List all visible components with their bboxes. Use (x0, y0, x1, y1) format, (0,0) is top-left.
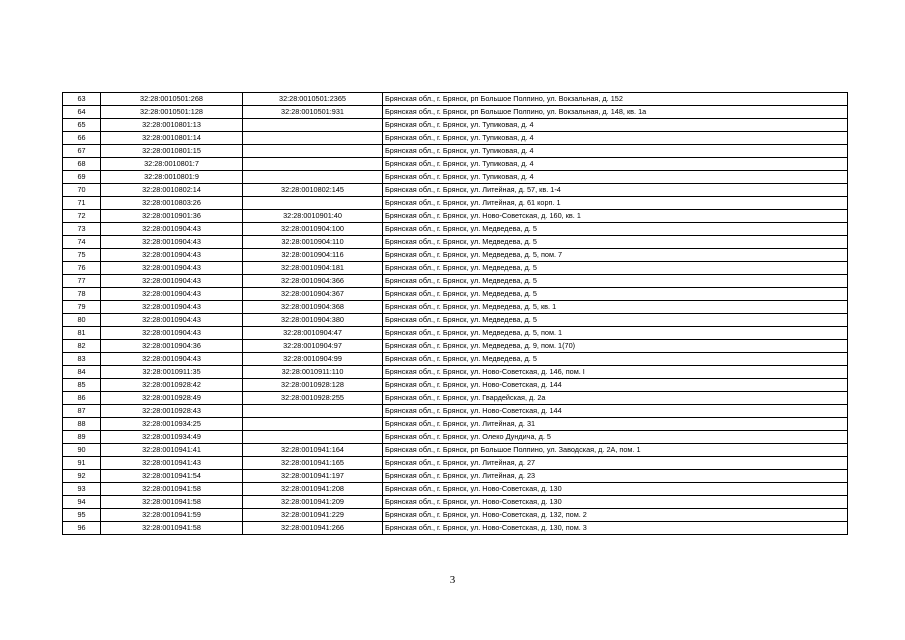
table-row (63, 340, 848, 353)
parcel-cadastral-cell: 32:28:0010904:43 (101, 249, 243, 262)
address-cell: Брянская обл., г. Брянск, ул. Тупиковая, д. 4 (383, 158, 848, 171)
object-cadastral-cell (243, 418, 383, 431)
object-cadastral-cell: 32:28:0010928:255 (243, 392, 383, 405)
address-cell: Брянская обл., г. Брянск, рп Большое Полпино, ул. Вокзальная, д. 148, кв. 1а (383, 106, 848, 119)
parcel-cadastral-cell: 32:28:0010941:58 (101, 522, 243, 535)
address-cell: Брянская обл., г. Брянск, ул. Медведева, д. 5 (383, 288, 848, 301)
table-row (63, 93, 848, 106)
address-cell: Брянская обл., г. Брянск, ул. Медведева, д. 5 (383, 275, 848, 288)
address-cell: Брянская обл., г. Брянск, ул. Ново-Советская, д. 130 (383, 483, 848, 496)
table-row (63, 249, 848, 262)
parcel-cadastral-cell: 32:28:0010501:268 (101, 93, 243, 106)
row-number-cell: 66 (63, 132, 101, 145)
table-row (63, 444, 848, 457)
address-cell: Брянская обл., г. Брянск, ул. Олеко Дундича, д. 5 (383, 431, 848, 444)
row-number-cell: 87 (63, 405, 101, 418)
row-number-cell: 80 (63, 314, 101, 327)
row-number-cell: 72 (63, 210, 101, 223)
table-row (63, 496, 848, 509)
parcel-cadastral-cell: 32:28:0010904:43 (101, 223, 243, 236)
row-number-cell: 73 (63, 223, 101, 236)
parcel-cadastral-cell: 32:28:0010904:43 (101, 327, 243, 340)
parcel-cadastral-cell: 32:28:0010941:58 (101, 483, 243, 496)
address-cell: Брянская обл., г. Брянск, ул. Тупиковая, д. 4 (383, 145, 848, 158)
object-cadastral-cell: 32:28:0010501:931 (243, 106, 383, 119)
table-row (63, 158, 848, 171)
parcel-cadastral-cell: 32:28:0010941:41 (101, 444, 243, 457)
object-cadastral-cell: 32:28:0010941:197 (243, 470, 383, 483)
object-cadastral-cell (243, 158, 383, 171)
object-cadastral-cell: 32:28:0010941:229 (243, 509, 383, 522)
address-cell: Брянская обл., г. Брянск, ул. Литейная, д. 27 (383, 457, 848, 470)
address-cell: Брянская обл., г. Брянск, ул. Медведева, д. 5, пом. 7 (383, 249, 848, 262)
address-cell: Брянская обл., г. Брянск, ул. Литейная, д. 57, кв. 1-4 (383, 184, 848, 197)
table-row (63, 314, 848, 327)
row-number-cell: 95 (63, 509, 101, 522)
table-row (63, 327, 848, 340)
row-number-cell: 85 (63, 379, 101, 392)
object-cadastral-cell: 32:28:0010904:99 (243, 353, 383, 366)
address-cell: Брянская обл., г. Брянск, ул. Ново-Советская, д. 130, пом. 3 (383, 522, 848, 535)
row-number-cell: 88 (63, 418, 101, 431)
object-cadastral-cell: 32:28:0010941:164 (243, 444, 383, 457)
object-cadastral-cell: 32:28:0010904:47 (243, 327, 383, 340)
row-number-cell: 81 (63, 327, 101, 340)
table-row (63, 210, 848, 223)
address-cell: Брянская обл., г. Брянск, ул. Медведева, д. 5 (383, 353, 848, 366)
parcel-cadastral-cell: 32:28:0010901:36 (101, 210, 243, 223)
table-row (63, 522, 848, 535)
row-number-cell: 86 (63, 392, 101, 405)
row-number-cell: 69 (63, 171, 101, 184)
parcel-cadastral-cell: 32:28:0010928:42 (101, 379, 243, 392)
object-cadastral-cell: 32:28:0010901:40 (243, 210, 383, 223)
address-cell: Брянская обл., г. Брянск, ул. Литейная, д. 31 (383, 418, 848, 431)
parcel-cadastral-cell: 32:28:0010801:14 (101, 132, 243, 145)
row-number-cell: 63 (63, 93, 101, 106)
parcel-cadastral-cell: 32:28:0010911:35 (101, 366, 243, 379)
row-number-cell: 77 (63, 275, 101, 288)
row-number-cell: 67 (63, 145, 101, 158)
address-cell: Брянская обл., г. Брянск, ул. Ново-Советская, д. 160, кв. 1 (383, 210, 848, 223)
address-cell: Брянская обл., г. Брянск, ул. Медведева, д. 5 (383, 223, 848, 236)
object-cadastral-cell (243, 431, 383, 444)
object-cadastral-cell (243, 405, 383, 418)
address-cell: Брянская обл., г. Брянск, ул. Ново-Советская, д. 144 (383, 379, 848, 392)
parcel-cadastral-cell: 32:28:0010904:43 (101, 314, 243, 327)
table-row (63, 418, 848, 431)
object-cadastral-cell (243, 171, 383, 184)
address-cell: Брянская обл., г. Брянск, ул. Медведева, д. 5, пом. 1 (383, 327, 848, 340)
row-number-cell: 84 (63, 366, 101, 379)
object-cadastral-cell: 32:28:0010904:100 (243, 223, 383, 236)
table-row (63, 223, 848, 236)
table-row (63, 457, 848, 470)
row-number-cell: 96 (63, 522, 101, 535)
table-row (63, 106, 848, 119)
address-cell: Брянская обл., г. Брянск, ул. Медведева, д. 5 (383, 236, 848, 249)
table-row (63, 262, 848, 275)
row-number-cell: 71 (63, 197, 101, 210)
object-cadastral-cell (243, 197, 383, 210)
address-cell: Брянская обл., г. Брянск, ул. Ново-Советская, д. 130 (383, 496, 848, 509)
address-cell: Брянская обл., г. Брянск, ул. Медведева, д. 5 (383, 262, 848, 275)
table-row (63, 379, 848, 392)
parcel-cadastral-cell: 32:28:0010941:43 (101, 457, 243, 470)
address-cell: Брянская обл., г. Брянск, рп Большое Полпино, ул. Заводская, д. 2А, пом. 1 (383, 444, 848, 457)
object-cadastral-cell: 32:28:0010904:380 (243, 314, 383, 327)
object-cadastral-cell: 32:28:0010941:208 (243, 483, 383, 496)
row-number-cell: 93 (63, 483, 101, 496)
address-cell: Брянская обл., г. Брянск, ул. Гвардейская, д. 2а (383, 392, 848, 405)
table-row (63, 353, 848, 366)
parcel-cadastral-cell: 32:28:0010904:43 (101, 236, 243, 249)
row-number-cell: 79 (63, 301, 101, 314)
address-cell: Брянская обл., г. Брянск, ул. Медведева, д. 5, кв. 1 (383, 301, 848, 314)
row-number-cell: 91 (63, 457, 101, 470)
address-cell: Брянская обл., г. Брянск, ул. Ново-Советская, д. 144 (383, 405, 848, 418)
object-cadastral-cell: 32:28:0010941:165 (243, 457, 383, 470)
table-row (63, 301, 848, 314)
row-number-cell: 74 (63, 236, 101, 249)
table-row (63, 119, 848, 132)
parcel-cadastral-cell: 32:28:0010928:43 (101, 405, 243, 418)
parcel-cadastral-cell: 32:28:0010904:43 (101, 353, 243, 366)
address-cell: Брянская обл., г. Брянск, ул. Тупиковая, д. 4 (383, 132, 848, 145)
object-cadastral-cell: 32:28:0010904:368 (243, 301, 383, 314)
row-number-cell: 90 (63, 444, 101, 457)
parcel-table (62, 92, 848, 535)
table-row (63, 366, 848, 379)
row-number-cell: 92 (63, 470, 101, 483)
row-number-cell: 75 (63, 249, 101, 262)
object-cadastral-cell: 32:28:0010904:110 (243, 236, 383, 249)
page-number: 3 (449, 574, 456, 586)
object-cadastral-cell: 32:28:0010904:97 (243, 340, 383, 353)
parcel-cadastral-cell: 32:28:0010803:26 (101, 197, 243, 210)
address-cell: Брянская обл., г. Брянск, ул. Ново-Советская, д. 132, пом. 2 (383, 509, 848, 522)
table-row (63, 184, 848, 197)
row-number-cell: 76 (63, 262, 101, 275)
table-row (63, 145, 848, 158)
table-body (63, 93, 848, 535)
object-cadastral-cell: 32:28:0010941:266 (243, 522, 383, 535)
address-cell: Брянская обл., г. Брянск, ул. Ново-Советская, д. 146, пом. I (383, 366, 848, 379)
table-row (63, 392, 848, 405)
row-number-cell: 70 (63, 184, 101, 197)
object-cadastral-cell: 32:28:0010904:366 (243, 275, 383, 288)
table-row (63, 509, 848, 522)
parcel-cadastral-cell: 32:28:0010904:43 (101, 262, 243, 275)
row-number-cell: 68 (63, 158, 101, 171)
table-row (63, 236, 848, 249)
parcel-cadastral-cell: 32:28:0010802:14 (101, 184, 243, 197)
table-row (63, 288, 848, 301)
table-row (63, 405, 848, 418)
parcel-cadastral-cell: 32:28:0010928:49 (101, 392, 243, 405)
object-cadastral-cell: 32:28:0010501:2365 (243, 93, 383, 106)
row-number-cell: 78 (63, 288, 101, 301)
parcel-cadastral-cell: 32:28:0010904:36 (101, 340, 243, 353)
parcel-cadastral-cell: 32:28:0010941:59 (101, 509, 243, 522)
object-cadastral-cell: 32:28:0010941:209 (243, 496, 383, 509)
table-row (63, 171, 848, 184)
object-cadastral-cell (243, 132, 383, 145)
table-row (63, 470, 848, 483)
address-cell: Брянская обл., г. Брянск, ул. Тупиковая, д. 4 (383, 119, 848, 132)
parcel-cadastral-cell: 32:28:0010801:13 (101, 119, 243, 132)
address-cell: Брянская обл., г. Брянск, ул. Медведева, д. 5 (383, 314, 848, 327)
parcel-cadastral-cell: 32:28:0010934:25 (101, 418, 243, 431)
parcel-cadastral-cell: 32:28:0010801:15 (101, 145, 243, 158)
parcel-cadastral-cell: 32:28:0010904:43 (101, 288, 243, 301)
address-cell: Брянская обл., г. Брянск, ул. Литейная, д. 23 (383, 470, 848, 483)
address-cell: Брянская обл., г. Брянск, ул. Литейная, д. 61 корп. 1 (383, 197, 848, 210)
address-cell: Брянская обл., г. Брянск, ул. Тупиковая, д. 4 (383, 171, 848, 184)
parcel-cadastral-cell: 32:28:0010934:49 (101, 431, 243, 444)
object-cadastral-cell: 32:28:0010904:181 (243, 262, 383, 275)
parcel-cadastral-cell: 32:28:0010904:43 (101, 275, 243, 288)
row-number-cell: 83 (63, 353, 101, 366)
row-number-cell: 89 (63, 431, 101, 444)
row-number-cell: 65 (63, 119, 101, 132)
parcel-cadastral-cell: 32:28:0010801:9 (101, 171, 243, 184)
address-cell: Брянская обл., г. Брянск, ул. Медведева, д. 9, пом. 1(70) (383, 340, 848, 353)
table-row (63, 483, 848, 496)
parcel-cadastral-cell: 32:28:0010801:7 (101, 158, 243, 171)
address-cell: Брянская обл., г. Брянск, рп Большое Полпино, ул. Вокзальная, д. 152 (383, 93, 848, 106)
parcel-cadastral-cell: 32:28:0010501:128 (101, 106, 243, 119)
object-cadastral-cell (243, 145, 383, 158)
object-cadastral-cell: 32:28:0010928:128 (243, 379, 383, 392)
parcel-cadastral-cell: 32:28:0010941:58 (101, 496, 243, 509)
object-cadastral-cell: 32:28:0010904:116 (243, 249, 383, 262)
table-row (63, 197, 848, 210)
parcel-cadastral-cell: 32:28:0010941:54 (101, 470, 243, 483)
parcel-cadastral-cell: 32:28:0010904:43 (101, 301, 243, 314)
table-row (63, 431, 848, 444)
object-cadastral-cell (243, 119, 383, 132)
table-row (63, 275, 848, 288)
object-cadastral-cell: 32:28:0010911:110 (243, 366, 383, 379)
object-cadastral-cell: 32:28:0010904:367 (243, 288, 383, 301)
row-number-cell: 82 (63, 340, 101, 353)
table-row (63, 132, 848, 145)
object-cadastral-cell: 32:28:0010802:145 (243, 184, 383, 197)
row-number-cell: 64 (63, 106, 101, 119)
row-number-cell: 94 (63, 496, 101, 509)
